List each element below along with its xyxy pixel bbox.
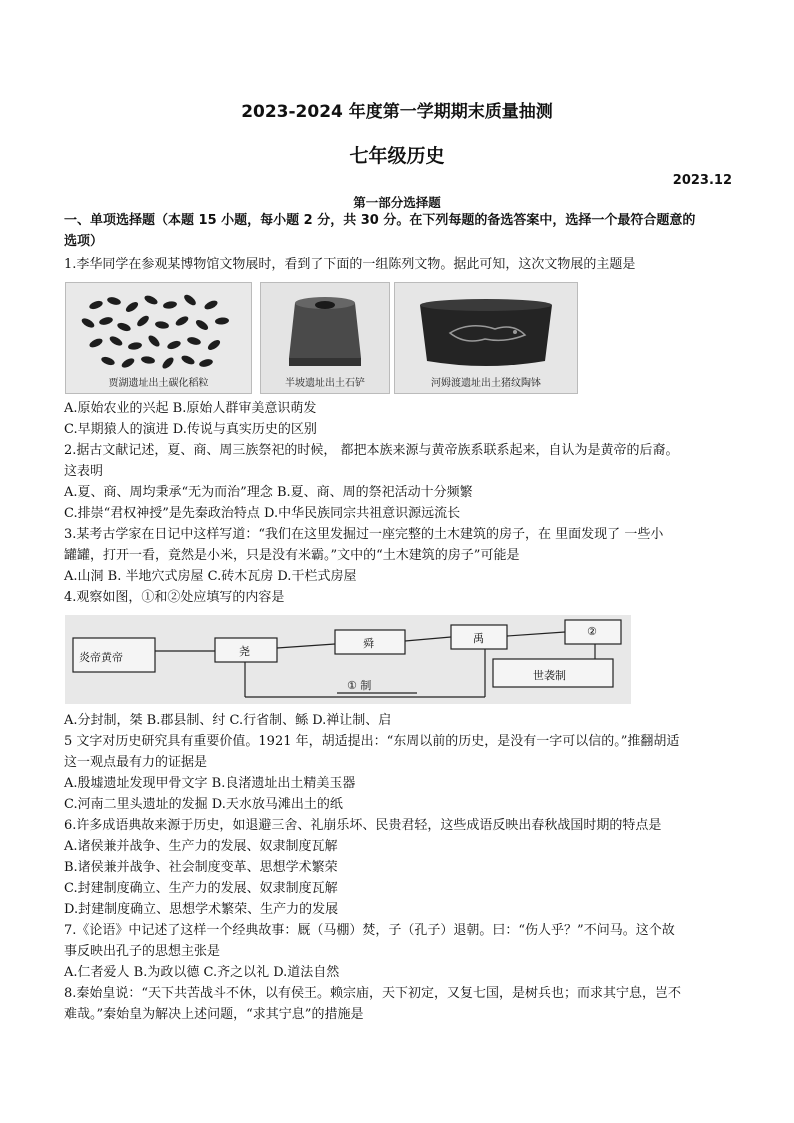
q5-stem-line-2: 这一观点最有力的证据是: [64, 755, 208, 770]
succession-diagram: [65, 615, 631, 704]
q3-stem-line-2: 罐罐，打开一看，竟然是小米，只是没有米霸。”文中的“土木建筑的房子”可能是: [64, 548, 520, 563]
instructions-line-1: 一、单项选择题（本题 15 小题，每小题 2 分，共 30 分。在下列每题的备选答案中，选择一个最符合题意的: [64, 213, 696, 228]
q5-option-line-1: A.殷墟遗址发现甲骨文字 B.良渚遗址出土精美玉器: [64, 776, 356, 791]
instructions-line-2: 选项）: [64, 234, 104, 249]
q2-stem-line-1: 2.据古文献记述，夏、商、周三族祭祀的时候， 都把本族来源与黄帝族系联系起来，自认为是黄帝的后裔。: [64, 443, 679, 458]
q2-option-line-2: C.排崇“君权神授”是先秦政治特点 D.中华民族同宗共祖意识源远流长: [64, 506, 461, 521]
part-heading: 第一部分选择题: [353, 195, 441, 210]
q6-option-d: D.封建制度确立、思想学术繁荣、生产力的发展: [64, 902, 339, 917]
q2-stem-line-2: 这表明: [64, 464, 104, 479]
q6-stem: 6.许多成语典故来源于历史，如退避三舍、礼崩乐坏、民贵君轻，这些成语反映出春秋战国时期的特点是: [64, 818, 662, 833]
q6-option-a: A.诸侯兼并战争、生产力的发展、奴隶制度瓦解: [64, 839, 338, 854]
exam-title: 2023-2024 年度第一学期期末质量抽测: [241, 102, 553, 122]
q1-option-line-1: A.原始农业的兴起 B.原始人群审美意识萌发: [64, 401, 317, 416]
stone-spade-caption: 半坡遗址出土石铲: [285, 378, 365, 389]
q7-stem-line-1: 7.《论语》中记述了这样一个经典故事：厩（马棚）焚，子（孔子）退朝。曰：“伤人乎？”不问马。这个故: [64, 923, 675, 938]
label-hereditary: 世袭制: [533, 669, 566, 682]
node-2: ②: [587, 625, 597, 638]
q5-option-line-2: C.河南二里头遗址的发掘 D.天水放马滩出土的纸: [64, 797, 343, 812]
stone-spade-image: [260, 282, 390, 394]
q6-option-c: C.封建制度确立、生产力的发展、奴隶制度瓦解: [64, 881, 338, 896]
q7-option-line: A.仁者爱人 B.为政以德 C.齐之以礼 D.道法自然: [64, 965, 340, 980]
q8-stem-line-1: 8.秦始皇说：“天下共苦战斗不休，以有侯王。赖宗庙，天下初定，又复七国，是树兵也；而求其宁息，岂不: [64, 986, 682, 1001]
q6-option-b: B.诸侯兼并战争、社会制度变革、思想学术繁荣: [64, 860, 338, 875]
node-yao: 尧: [239, 645, 250, 658]
q8-stem-line-2: 难哉。”秦始皇为解决上述问题，“求其宁息”的措施是: [64, 1007, 364, 1022]
label-1-system: ① 制: [347, 679, 372, 692]
node-yan-huang: 炎帝黄帝: [79, 651, 123, 664]
node-shun: 舜: [363, 637, 374, 650]
q5-stem-line-1: 5 文字对历史研究具有重要价值。1921 年，胡适提出：“东周以前的历史，是没有一字可以信的。”推翻胡适: [64, 734, 680, 749]
pottery-bowl-image: [394, 282, 578, 394]
node-yu: 禹: [473, 632, 484, 645]
q3-option-line: A.山洞 B. 半地穴式房屋 C.砖木瓦房 D.干栏式房屋: [64, 569, 357, 584]
q3-stem-line-1: 3.某考古学家在日记中这样写道：“我们在这里发掘过一座完整的土木建筑的房子，在 里面发现了 一些小: [64, 527, 664, 542]
q2-option-line-1: A.夏、商、周均秉承“无为而治”理念 B.夏、商、周的祭祀活动十分频繁: [64, 485, 473, 500]
exam-subtitle: 七年级历史: [349, 145, 445, 167]
exam-date: 2023.12: [672, 173, 732, 188]
q4-stem: 4.观察如图，①和②处应填写的内容是: [64, 590, 285, 605]
q4-option-line: A.分封制，桀 B.郡县制、纣 C.行省制、鲧 D.禅让制、启: [64, 713, 392, 728]
q1-stem: 1.李华同学在参观某博物馆文物展时，看到了下面的一组陈列文物。据此可知，这次文物展的主题是: [64, 257, 636, 272]
q1-option-line-2: C.早期猿人的演进 D.传说与真实历史的区别: [64, 422, 317, 437]
pottery-bowl-caption: 河姆渡遗址出土猪纹陶钵: [431, 378, 541, 389]
rice-grains-image: [65, 282, 252, 394]
q7-stem-line-2: 事反映出孔子的思想主张是: [64, 944, 221, 959]
rice-grains-caption: 贾湖遗址出土碳化稻粒: [108, 378, 209, 389]
